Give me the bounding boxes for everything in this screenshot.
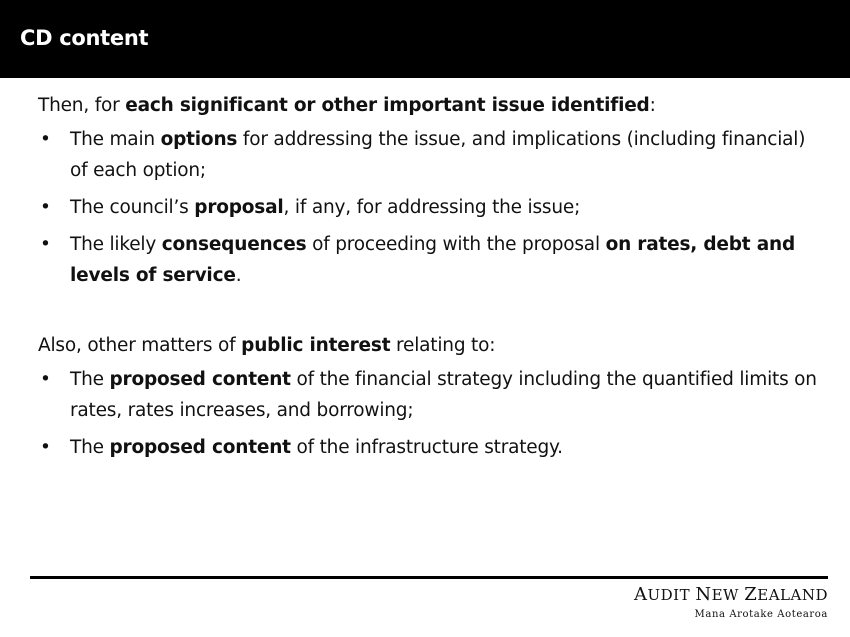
logo-letters: EW <box>711 586 745 604</box>
item-text-end: , if any, for addressing the issue; <box>283 197 581 218</box>
logo-letters: EALAND <box>757 586 828 604</box>
intro-text-end: relating to: <box>390 335 496 356</box>
section1-intro <box>38 90 828 121</box>
item-text-end: of the infrastructure strategy. <box>290 437 563 458</box>
intro-text: Then, for <box>38 95 126 116</box>
item-text: The main <box>70 129 161 150</box>
item-text-middle: of proceeding with the proposal <box>306 234 606 255</box>
item-text: The likely <box>70 234 162 255</box>
list-item <box>38 432 828 463</box>
logo-tagline: Mana Arotake Aotearoa <box>694 609 828 620</box>
item-emphasis: proposed content <box>109 437 291 458</box>
item-text: The council’s <box>70 197 195 218</box>
intro-emphasis: public interest <box>241 335 391 356</box>
logo-letter: Z <box>744 584 758 605</box>
intro-text: Also, other matters of <box>38 335 242 356</box>
item-text: The <box>70 369 110 390</box>
bullet-icon: • <box>40 369 51 390</box>
bullet-icon: • <box>40 197 51 218</box>
logo-letter: N <box>695 584 712 605</box>
bullet-icon: • <box>40 234 51 255</box>
item-emphasis: proposed content <box>109 369 291 390</box>
section2-intro <box>38 330 828 361</box>
section-spacer <box>38 297 828 330</box>
list-item <box>38 364 828 426</box>
item-emphasis: consequences <box>161 234 307 255</box>
section1-bullet-list <box>38 124 828 291</box>
audit-nz-logo <box>634 584 828 620</box>
bullet-icon: • <box>40 437 51 458</box>
logo-letter: A <box>633 584 648 605</box>
list-item <box>38 192 828 223</box>
list-item <box>38 229 828 291</box>
intro-text-end: : <box>649 95 656 116</box>
item-emphasis: options <box>160 129 238 150</box>
slide-body <box>38 90 828 469</box>
item-emphasis-2: on rates, debt and levels of service <box>70 234 795 286</box>
section2-bullet-list <box>38 364 828 463</box>
logo-letters: UDIT <box>647 586 696 604</box>
slide-title: CD content <box>20 26 149 50</box>
item-text-end: for addressing the issue, and implications (including financial) of each option; <box>70 129 806 181</box>
title-bar <box>0 0 850 78</box>
item-text-end: of the financial strategy including the quantified limits on rates, rates increases, and borrowing; <box>70 369 817 421</box>
item-emphasis: proposal <box>194 197 284 218</box>
item-text: The <box>70 437 110 458</box>
footer-divider <box>30 576 828 579</box>
list-item <box>38 124 828 186</box>
intro-emphasis: each significant or other important issue identified <box>125 95 650 116</box>
logo-wordmark <box>634 584 828 605</box>
bullet-icon: • <box>40 129 51 150</box>
item-text-end: . <box>235 265 242 286</box>
